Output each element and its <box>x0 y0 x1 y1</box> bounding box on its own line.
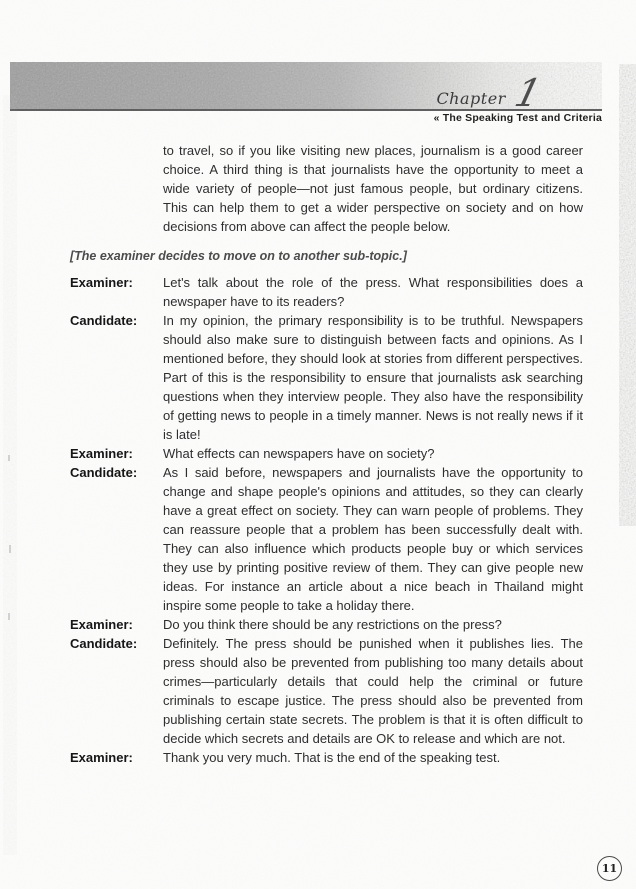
utterance-text: As I said before, newspapers and journalists have the opportunity to change and shape people's opinions and attitudes, so they can clearly have a great effect on society. They can warn people of problems. They can reassure people that a problem has been successfully dealt with. They can also influence which products people buy or which services they use by printing positive review of them. They can give people new ideas. For instance an article about a nice beach in Thailand might inspire some people to take a holiday there. <box>163 465 583 613</box>
left-edge-scan-noise <box>3 95 17 855</box>
utterance-text: What effects can newspapers have on society? <box>163 446 435 461</box>
chapter-number: 1 <box>510 71 546 115</box>
stage-direction: [The examiner decides to move on to another sub-topic.] <box>70 249 407 263</box>
scan-fleck <box>9 545 11 553</box>
page-number-badge <box>597 856 622 881</box>
utterance-text: In my opinion, the primary responsibility is to be truthful. Newspapers should also make sure to distinguish between facts and opinions. As I mentioned before, they should look at stories from different perspectives. Part of this is the responsibility to ensure that journalists ask searching questions when they interview people. They also have the responsibility of getting news to people in a timely manner. News is not really news if it is late! <box>163 313 583 442</box>
speaker-label: Examiner: <box>70 617 133 632</box>
dialogue-turn <box>70 634 583 748</box>
utterance-text: Let's talk about the role of the press. What responsibilities does a newspaper have to its readers? <box>163 275 583 309</box>
chapter-heading <box>436 71 546 115</box>
speaking-test-transcript <box>70 141 583 767</box>
speaker-label: Candidate: <box>70 465 138 480</box>
page-number: 11 <box>601 862 618 875</box>
dialogue-turn <box>70 463 583 615</box>
candidate-answer-continuation: to travel, so if you like visiting new places, journalism is a good career choice. A third thing is that journalists have the opportunity to meet a wide variety of people—not just famous people, but ordinary citizens. This can help them to get a wider perspective on society and on how decisions from above can affect the people below. <box>163 143 583 234</box>
utterance-text: Thank you very much. That is the end of the speaking test. <box>163 750 501 765</box>
speaker-label: Examiner: <box>70 446 133 461</box>
speaker-label: Candidate: <box>70 636 138 651</box>
dialogue-turn <box>70 748 583 767</box>
chapter-label: Chapter <box>436 89 506 108</box>
speaker-label: Examiner: <box>70 750 133 765</box>
chapter-subtitle: « The Speaking Test and Criteria <box>433 112 602 124</box>
scan-fleck <box>8 613 10 620</box>
speaker-label: Candidate: <box>70 313 138 328</box>
speaker-label: Examiner: <box>70 275 133 290</box>
utterance-text: Do you think there should be any restrictions on the press? <box>163 617 502 632</box>
dialogue-turn <box>70 273 583 311</box>
dialogue-turn <box>70 615 583 634</box>
right-edge-scan-noise <box>619 64 636 526</box>
dialogue-turn <box>70 444 583 463</box>
utterance-text: Definitely. The press should be punished when it publishes lies. The press should also be prevented from publishing too many details about crimes—particularly details that could help the criminal or future criminals to escape justice. The press should also be prevented from publishing certain state secrets. The problem is that it is often difficult to decide which secrets and details are OK to release and which are not. <box>163 636 583 746</box>
scan-fleck <box>8 455 10 461</box>
chapter-header-band <box>10 62 602 115</box>
dialogue-turn <box>70 311 583 444</box>
